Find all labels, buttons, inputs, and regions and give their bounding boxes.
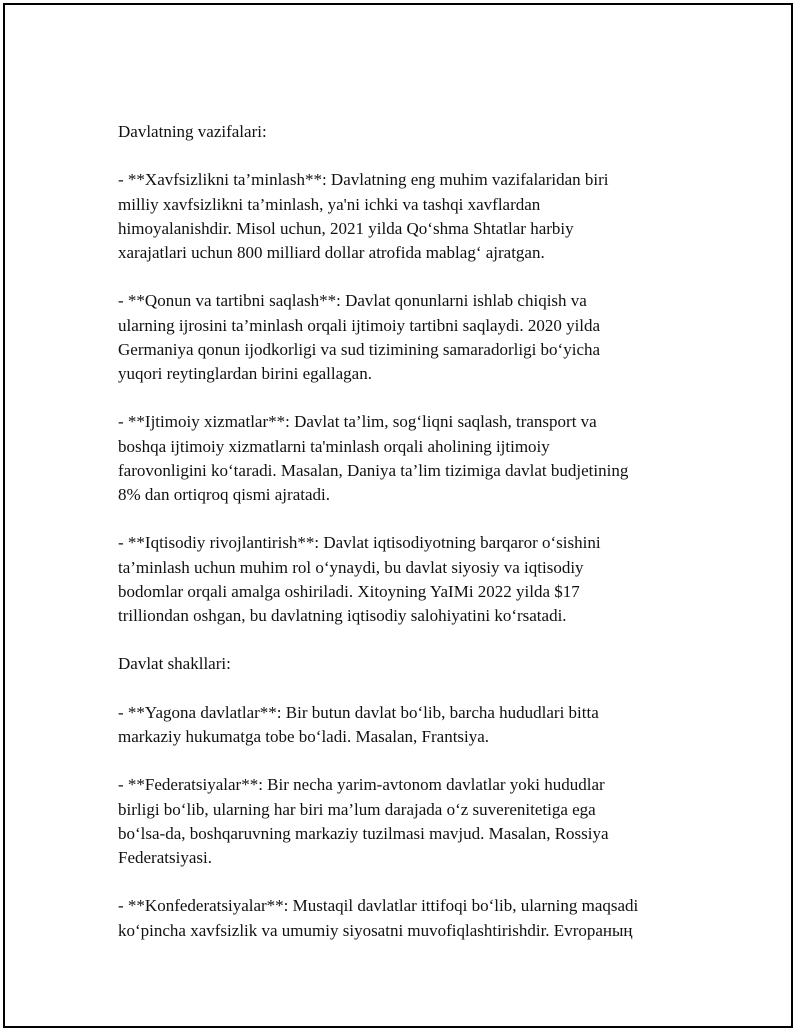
paragraph-law-order: - **Qonun va tartibni saqlash**: Davlat qonunlarni ishlab chiqish va ularning ijrosini ta’minlash orqali ijtimoiy tartibni saqlaydi. 2020 yilda Germaniya qonun ijodkorligi va sud tizimining samaradorligi bo‘yicha yuqori reytinglardan birini egallagan.: [118, 291, 601, 383]
paragraph-economic-development: - **Iqtisodiy rivojlantirish**: Davlat iqtisodiyotning barqaror o‘sishini ta’minlash uchun muhim rol o‘ynaydi, bu davlat siyosiy va iqtisodiy bodomlar orqali amalga oshiriladi. Xitoyning YaIMi 2022 yilda $17 trilliondan oshgan, bu davlatning iqtisodiy salohiyatini ko‘rsatadi.: [118, 533, 601, 625]
section-heading-forms: Davlat shakllari:: [118, 654, 231, 674]
document-page: [3, 3, 793, 1028]
section-heading-functions: Davlatning vazifalari:: [118, 122, 267, 141]
paragraph-unitary-states: - **Yagona davlatlar**: Bir butun davlat bo‘lib, barcha hududlari bitta markaziy hukumatga tobe bo‘ladi. Masalan, Frantsiya.: [118, 702, 599, 746]
paragraph-confederations: - **Konfederatsiyalar**: Mustaqil davlatlar ittifoqi bo‘lib, ularning maqsadi ko‘pincha xavfsizlik va umumiy siyosatni muvofiqlashtirishdir. Evropaның: [118, 896, 639, 940]
paragraph-social-services: - **Ijtimoiy xizmatlar**: Davlat ta’lim, sog‘liqni saqlash, transport va boshqa ijtimoiy xizmatlarni ta'minlash orqali aholining ijtimoiy farovonligini ko‘taradi. Masalan, Daniya ta’lim tizimiga davlat budjetining 8% dan ortiqroq qismi ajratadi.: [118, 412, 629, 504]
document-body: [118, 120, 698, 967]
paragraph-security: - **Xavfsizlikni ta’minlash**: Davlatning eng muhim vazifalaridan biri milliy xavfsizlikni ta’minlash, ya'ni ichki va tashqi xavflardan himoyalanishdir. Misol uchun, 2021 yilda Qo‘shma Shtatlar harbiy xarajatlari uchun 800 milliard dollar atrofida mablag‘ ajratgan.: [118, 170, 609, 262]
paragraph-federations: - **Federatsiyalar**: Bir necha yarim-avtonom davlatlar yoki hududlar birligi bo‘lib, ularning har biri ma’lum darajada o‘z suverenitetiga ega bo‘lsa-da, boshqaruvning markaziy tuzilmasi mavjud. Masalan, Rossiya Federatsiyasi.: [118, 775, 609, 867]
